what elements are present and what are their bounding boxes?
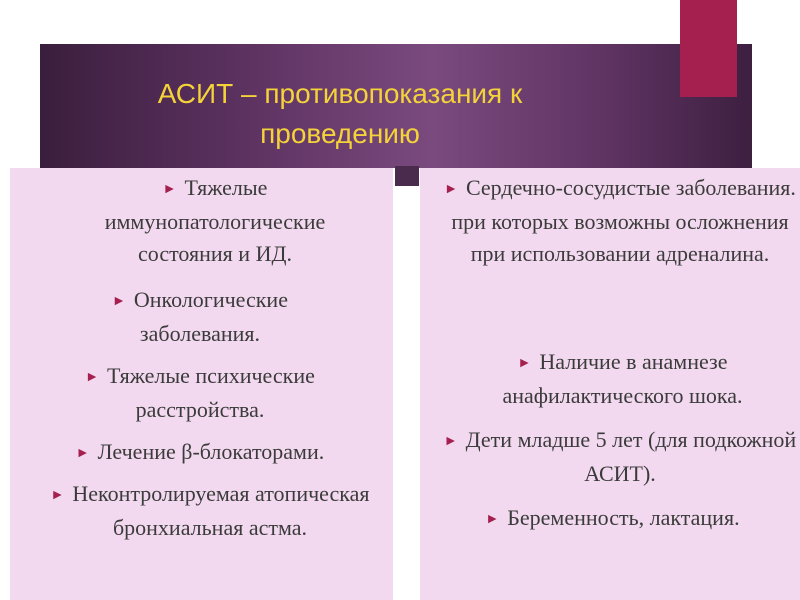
list-item: ► Лечение β-блокаторами. — [75, 439, 325, 464]
bullet-arrow-icon: ► — [517, 356, 532, 371]
bullet-arrow-icon: ► — [443, 434, 458, 449]
list-item: ► Онкологические заболевания. — [112, 287, 288, 346]
slide-title: АСИТ – противопоказания к проведению — [157, 78, 523, 149]
list-item: ► Дети младше 5 лет (для подкожной АСИТ). — [443, 427, 797, 486]
list-item: ► Неконтролируемая атопическая бронхиальная астма. — [50, 481, 370, 540]
bullet-arrow-icon: ► — [485, 512, 500, 527]
list-item: ► Наличие в анамнезе анафилактического шока. — [502, 349, 743, 408]
accent-block — [680, 0, 737, 97]
bullet-arrow-icon: ► — [50, 488, 65, 503]
bullet-arrow-icon: ► — [162, 182, 177, 197]
list-item: ► Сердечно-сосудистые заболевания. при которых возможны осложнения при использовании адреналина. — [444, 175, 796, 266]
list-item: ► Тяжелые иммунопатологические состояния и ИД. — [104, 175, 326, 266]
bullet-arrow-icon: ► — [444, 182, 458, 197]
list-item: ► Тяжелые психические расстройства. — [85, 363, 315, 422]
bullet-arrow-icon: ► — [112, 294, 126, 309]
bullet-arrow-icon: ► — [85, 370, 99, 385]
list-item: ► Беременность, лактация. — [485, 505, 740, 530]
bullet-arrow-icon: ► — [75, 446, 90, 461]
banner-tab — [395, 166, 419, 186]
